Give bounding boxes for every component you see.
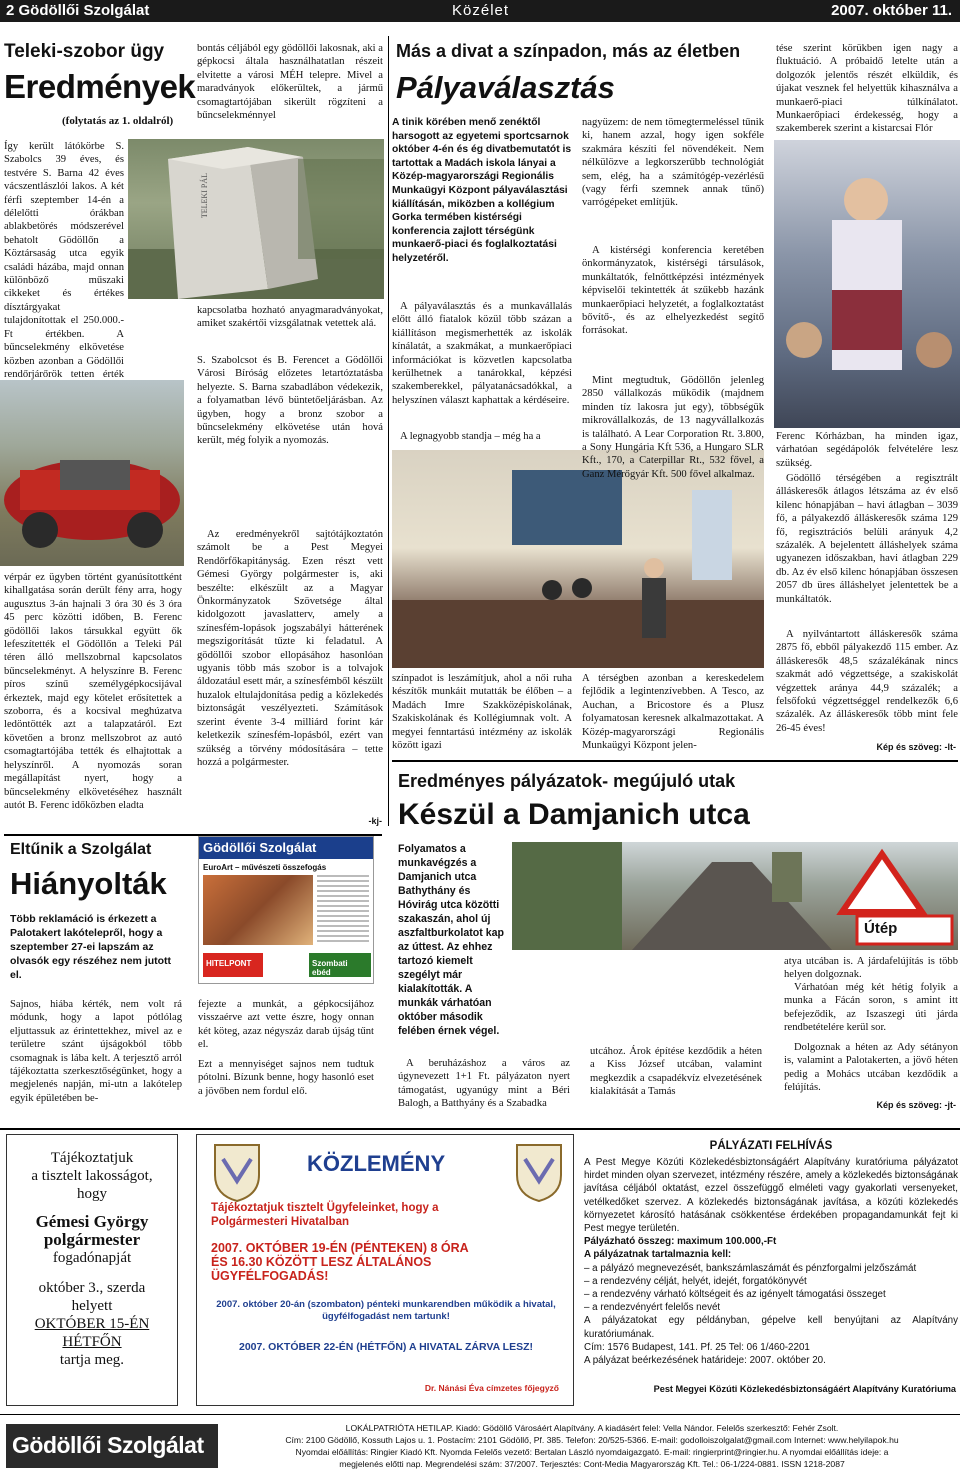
article-kicker: Teleki-szobor ügy: [4, 41, 165, 62]
announcement-line: 2007. OKTÓBER 22-ÉN (HÉTFŐN) A HIVATAL ZÁRVA LESZ!: [238, 1341, 534, 1353]
wrecked-car-photo: [0, 380, 184, 566]
article-paragraph: A nyilvántartott álláskeresők száma 2875 fő, ebből pályakezdő 115 ember. Az álláskeresők 48,5 százalékának nincs szakmát adó végzettsége, a szakiskolát végzettek aránya 44,9 százalék; a felsőfokú végzettséggel rendelkezők 6,6 százalék. Az álláskeresők több mint fele 26-45 éves!: [776, 629, 958, 734]
newspaper-thumbnail: [198, 836, 374, 984]
section-divider: [392, 760, 958, 762]
notice-line: OKTÓBER 15-ÉN: [34, 1316, 150, 1332]
tender-paragraph: A Pest Megye Közúti Közlekedésbiztonságáért Alapítvány kuratóriuma pályázatot hirdet minden olyan szervezet, intézmény részére, amely a közlekedés biztonságának javítása céljából oktatást, ezzel összefüggő elméleti vagy gyakorlati versenyeket, vetélkedőket szervez. A közlekedés biztonságának javítása, a közúti közlekedés környezetet károsító hatásának csökkentése érdekében propagandamunkát fejt ki Pest megye területén.: [584, 1157, 958, 1235]
notice-line: Tájékoztatjuk: [50, 1150, 134, 1166]
article-paragraph: A pályaválasztás és a munkavállalás előtt álló fiatalok közül több százan a kiállításon megismerhették az iskolák kínálatát, a szakmákat, a munkaerőpiaci információkat is közvetlen kapcsolatba kerülhetnek a tanárokkal, képzési szakemberekkel, pályatanácsadókkal, a helyszínen választ kaphattak a kérdéseire.: [392, 301, 572, 406]
article-paragraph: fejezte a munkát, a gépkocsijához visszaérve azt vette észre, hogy onnan két köteg, azaz négyszáz darab újság tűnt el.: [198, 999, 374, 1051]
imprint-line: Nyomdai előállítás: Ringier Kiadó Kft. Nyomda Felelős vezető: Bertalan László nyomdaigazgató. E-mail: ringierprint@ringier.hu. A nyomdai előállítás ideje: a: [295, 1447, 889, 1457]
article-paragraph: A beruházáshoz a város az úgynevezett 1+1 Ft. pályázaton nyert támogatást, ugyanúgy mint a Béri Balogh, a Batthyány és a Szabadka: [398, 1058, 570, 1110]
article-paragraph: A térségben azonban a kereskedelem fejlődik a legintenzívebben. A Tesco, az Auchan, a Bricostore és a Plusz folyamatosan keresnek alkalmazottakat. A Közép-magyarországi Regionális Munkaügyi Központ jelen-: [582, 673, 764, 752]
section-divider: [0, 1128, 960, 1130]
article-title: Hiányolták: [10, 866, 167, 901]
notice-line: helyett: [71, 1298, 113, 1314]
page-header: [0, 0, 960, 22]
article-paragraph: tése szerint körükben igen nagy a fluktuáció. A próbaidő letelte után a dolgozók jelentős részét elküldik, és újakat vesznek fel helyettük kihasználva a munkaerő-piaci túlkínálatot. Munkaerőpiaci érdekesség, hogy a szakemberek szerint a kistarcsai Flór: [776, 43, 958, 135]
notice-line: október 3., szerda: [38, 1280, 146, 1296]
footer-divider: [0, 1414, 960, 1415]
article-paragraph: S. Szabolcsot és B. Ferencet a Gödöllői Városi Bíróság előzetes letartóztatásba helyezte. S. Barna szabadlábon védekezik, a folyamatban lévő büntetőeljárásban. Az ügyben, hogy a bronz szobor a bűncselekmény elkövetése után hová került, még folyik a nyomozás.: [197, 355, 383, 447]
notice-mayor-name: Gémesi György: [35, 1212, 149, 1231]
author-signature: Kép és szöveg: -lt-: [876, 742, 956, 752]
city-crest-icon: [513, 1141, 565, 1203]
conference-photo: [392, 450, 764, 668]
masthead-logo: [6, 1424, 218, 1468]
masthead-logo-text: Gödöllői Szolgálat: [12, 1432, 204, 1458]
fashion-show-photo: [774, 140, 960, 428]
notice-line: a tisztelt lakosságot,: [31, 1168, 153, 1184]
thumbnail-photo: [203, 875, 313, 945]
article-title: Pályaválasztás: [396, 70, 615, 105]
tender-amount: Pályázható összeg: maximum 100.000,-Ft: [584, 1236, 777, 1248]
pedestal-inscription: TELEKI PÁL: [200, 173, 209, 219]
article-kicker: Más a divat a színpadon, más az életben: [396, 41, 741, 61]
article-paragraph: Sajnos, hiába kérték, nem volt rá módunk, hogy a lapot pótlólag eljuttassuk az érintettekhez, mivel az e területre szánt újságokból több csomagnak is lába kelt. A terjesztő arról tájékoztatta szerkesztőségünket, hogy a megjelenés napján, mi-utn a lakótelep egyik épületében be-: [10, 999, 182, 1104]
tender-deadline: A pályázat beérkezésének határideje: 2007. október 20.: [584, 1355, 826, 1367]
article-paragraph: atya utcában is. A járdafelújítás is több helyen dolgoznak.: [784, 956, 958, 981]
imprint-line: Cím: 2100 Gödöllő, Kossuth Lajos u. 1. Postacím: 2101 Gödöllő, Pf. 385. Telefon: 20/525-5366. E-mail: godolloiszolgalat@gmail.com Internet: www.helyilapok.hu: [285, 1435, 899, 1445]
tender-paragraph: A pályázatokat egy példányban, gépelve kell benyújtani az Alapítvány kuratóriumának.: [584, 1315, 958, 1340]
tender-title: PÁLYÁZATI FELHÍVÁS: [709, 1140, 833, 1152]
article-paragraph: utcához. Árok építése kezdődik a héten a Kiss József utcában, valamint megkezdik a csapadékvíz elvezetésének kialakítását a Tamás: [590, 1046, 762, 1098]
article-paragraph: kapcsolatba hozható anyagmaradványokat, amiket szakértői vizsgálatnak vetettek alá.: [197, 305, 383, 330]
article-paragraph: [4, 300, 182, 370]
article-paragraph: Ferenc Kórházban, ha minden igaz, várhatóan segédápolók felvételére lesz szükség.: [776, 431, 958, 469]
imprint-line: LOKÁLPATRIÓTA HETILAP. Kiadó: Gödöllő Városáért Alapítvány. A kiadásért felel: Vella Nándor. Felelős szerkesztő: Fehér Zsolt.: [345, 1423, 839, 1433]
article-paragraph: Gödöllő térségében a regisztrált álláskeresők átlagos létszáma az év első kilenc hónapjában – havi átlagban – 3039 fő, a pályakezdő álláskeresők száma 129 fő, regisztrációs belüli arányuk 4,2 százalék. A bejelentett álláshelyek száma ugyanezen időszakban, havi átlagban 229 db. Az év első kilenc hónapjában összesen 2057 db üres álláshelyet jelentettek be a munkáltatók.: [776, 473, 958, 605]
article-paragraph: bontás céljából egy gödöllői lakosnak, aki a gépkocsi általa használhatatlan részeit elvitette a városi MÉH telepre. Mivel a maradványok előkerültek, a jármű csomagtartójában sikerült rögzíteni a bűncselekménnyel: [197, 43, 383, 122]
announcement-title: KÖZLEMÉNY: [307, 1151, 446, 1176]
mayor-notice-box: [6, 1134, 178, 1406]
article-paragraph: színpadot is leszámítjuk, ahol a női ruha készítők munkáit mutatták be élőben – a Madách Imre Szakközépiskolának, Szakiskolának és Kollégiumnak volt. A megyei fenntartású intézmény az iskolák között igazi: [392, 673, 572, 752]
notice-line: fogadónapját: [52, 1250, 132, 1266]
article-lead: Több reklamáció is érkezett a Palotakert lakótelepről, hogy a szeptember 27-ei lapszám az olvasók egy részéhez nem jutott el.: [10, 913, 172, 981]
tender-item: – a rendezvényért felelős nevét: [584, 1302, 721, 1314]
notice-line: hogy: [77, 1186, 107, 1202]
tender-body: [584, 1156, 958, 1367]
section-name: Közélet: [452, 2, 510, 19]
author-signature: -kj-: [368, 816, 382, 826]
announcement-line: 2007. október 20-án (szombaton) pénteki munkarendben működik a hivatal, ügyfélfogadást nem tartunk!: [216, 1299, 556, 1322]
thumbnail-masthead: Gödöllői Szolgálat: [199, 837, 373, 859]
car-illustration: [0, 380, 184, 566]
announcement-box: [196, 1134, 574, 1406]
notice-line: tartja meg.: [59, 1352, 125, 1368]
pedestal-illustration: [128, 139, 384, 299]
imprint: [228, 1422, 956, 1470]
article-paragraph: Az eredményekről sajtótájkoztatón számolt be a Pest Megyei Rendőrfőkapitányság. Ezen részt vett Gémesi György polgármester is, aki beszélte: elkészült az a Magyar Önkormányzatok Szövetsége által kidolgozott javaslatterv, amely a színesfém-lopások jogszabályi hátterének megszigorítását tűzte ki feladatul. A gödöllői szobor ellopásához hasonlóan ugyanis több más szobor is a tolvajok áldozatául esett már, a színesfémből készült huzalok eltulajdonítása pedig a közlekedés biztonságát veszélyezteti. Számítások szerint évente 3-4 milliárd forint kár keletkezik színesfém-lopásból, ezért van szükség a törvény módosítására – tette hozzá a polgármester.: [197, 529, 383, 768]
conference-illustration: [392, 450, 764, 668]
article-paragraph: nagyüzem: de nem tömegtermeléssel tűnik ki, hanem azzal, hogy igen sokféle szakmára készíti fel növendékeit. Nem nélkülözve a legkorszerűbb technológiát sem, elég, ha a számítógép-vezérlésű (vagy férfi szemnek annak tűnő) varrógépeket említjük.: [582, 117, 764, 209]
tender-item: – a rendezvény célját, helyét, idejét, forgatókönyvét: [584, 1275, 807, 1287]
article-paragraph: A legnagyobb standja – még ha a: [400, 431, 541, 442]
announcement-line: Tájékoztatjuk tisztelt Ügyfeleinket, hogy a Polgármesteri Hivatalban: [211, 1202, 439, 1228]
article-paragraph: Dolgoznak a héten az Ady sétányon is, valamint a Palotakerten, a jövő héten pedig a Mohács utcában kezdődik a felújítás.: [784, 1042, 958, 1094]
article-paragraph: A kistérségi konferencia keretében önkormányzatok, kistérségi társulások, munkáltatók, felnőttképzési intézmények képviselői tekintették át szűkebb hazánk munkaerőpiaci helyzetét, a foglalkoztatást bővítő-, és az elhelyezkedést segítő forrásokat.: [582, 245, 764, 337]
announcement-signature: Dr. Nánási Éva címzetes főjegyző: [424, 1383, 559, 1393]
thumbnail-headline: EuroArt – művészeti összefogás: [203, 863, 327, 872]
tender-requirements-heading: A pályázatnak tartalmaznia kell:: [584, 1249, 732, 1261]
thumbnail-ad: Szombati ebéd: [309, 953, 371, 977]
article-paragraph: Várhatóan még két hétig folyik a munka a Fácán soron, s amint itt befejeződik, az Iszaszegi úti járda rendbetételére kerül sor.: [784, 982, 958, 1034]
column-divider: [388, 36, 389, 826]
article-paragraph: Így került látókörbe S. Szabolcs 39 éves, és testvére S. Barna 42 éves vácszentlászlói lakos. A két férfi szeptember 14-én a délelőtti órákban ablakbetörés módszerével behatolt Gödöllőn a Köztársaság utca egyik családi házába, majd onnan különböző műszaki cikkeket és értékes dísztárgyakat tulajdonítottak el 250.000.-Ft értékben. A bűncselekmény elkövetése közben azonban a Gödöllői rendőrjárőrök tetten érték: [4, 141, 124, 380]
tender-item: – a pályázó megnevezését, bankszámlaszámát és pénzforgalmi jelzőszámát: [584, 1262, 917, 1274]
road-sign-text: Útép: [864, 920, 898, 937]
issue-date: 2007. október 11.: [831, 2, 952, 19]
article-kicker: Eredményes pályázatok- megújuló utak: [398, 771, 736, 791]
page-number-title: 2 Gödöllői Szolgálat: [6, 2, 150, 19]
article-paragraph: Ezt a mennyiséget sajnos nem tudtuk pótolni. Bízunk benne, hogy hasonló eset a jövőben nem fordul elő.: [198, 1059, 374, 1097]
article-kicker: Eltűnik a Szolgálat: [10, 841, 152, 858]
article-lead: Folyamatos a munkavégzés a Damjanich utca Bathythány és Hóvirág utca közötti szakaszán, ahol új aszfaltburkolatot kap az úttest. Az ehhez tartozó kiemelt szegélyt már kialakították. A munkák várhatóan október második felében érnek végel.: [398, 843, 504, 1037]
fashion-illustration: [774, 140, 960, 428]
thumbnail-column: [317, 875, 369, 945]
announcement-line: 2007. OKTÓBER 19-ÉN (PÉNTEKEN) 8 ÓRA ÉS 16.30 KÖZÖTT LESZ ÁLTALÁNOS ÜGYFÉLFOGADÁS!: [211, 1241, 469, 1283]
article-paragraph: vérpár ez ügyben történt gyanúsítottként kihallgatása során derült fény arra, hogy augusztus 3-án hajnali 3 óra 30 és 3 óra 45 perc közötti időben, B. Ferenc gödöllői lakos társukkal együtt ők lefeszítették el Gödöllőn a Teleki Pál téren álló mellszobrnal kapcsolatos bűncselekményt. A helyszínre B. Ferenc píros színű személygépkocsijával érkeztek, majd egy kötelet erősítettek a szoborra, és a kocsival meghúzatva ledöntötték azt a talapzatáról. Ezt követően a bronz mellszobrot az autó csomagtartójába tették és elhajtottak a helyszínről. A nyomozás soran megállapítást nyert, hogy a bűncselekmény elkövetéséhez használt autót B. Ferenc időközben eladta: [4, 572, 182, 811]
author-signature: Kép és szöveg: -jt-: [876, 1100, 956, 1110]
article-paragraph: Mint megtudtuk, Gödöllőn jelenleg 2850 vállalkozás működik (majdnem minden tíz lakosra jut egy), többségük mikrovállalkozás, de 13 nagyvállalkozás is található. A Lear Corporation Rt. 3.800, a Sony Hungária Kft 536, a Hungaro SLR Kft., 170, a Caterpillar Rt., 532 fővel, a Ganz Mérőgyár Kft. 500 fővel alkalmaz.: [582, 375, 764, 480]
tender-address: Cím: 1576 Budapest, 141. Pf. 25 Tel: 06 1/460-2201: [584, 1341, 810, 1353]
notice-line: polgármester: [43, 1230, 141, 1249]
imprint-line: megjelenés előtti nap. Megrendelési szám: 37/2007. Terjesztés: Cont-Media Magyarország Kft. Tel.: 06-1/224-0881. ISSN 1218-2087: [339, 1459, 845, 1469]
thumbnail-ad: HITELPONT: [203, 953, 263, 977]
road-construction-photo: [512, 842, 958, 950]
city-crest-icon: [211, 1141, 263, 1203]
article-title: Eredmények: [4, 68, 196, 105]
notice-line: HÉTFŐN: [62, 1334, 122, 1350]
continuation-note: (folytatás az 1. oldalról): [62, 115, 174, 127]
article-title: Készül a Damjanich utca: [398, 798, 750, 831]
article-lead: A tinik körében menő zenéktől harsogott az egyetemi sportcsarnok október 4-én és ég divatbemutatót is tartottak a Madách iskola lányai a Közép-magyarországi Regionális Munkaügyi Központ pályaválasztási kiállításán, miközben a kollégium Gorka termében kistérségi konferencia zajlott térségünk munkaerő-piaci és foglalkoztatási helyzetéről.: [392, 117, 572, 264]
statue-pedestal-photo: [128, 139, 384, 299]
tender-signature: Pest Megyei Közúti Közlekedésbiztonságáért Alapítvány Kuratóriuma: [653, 1384, 956, 1394]
tender-item: – a rendezvény várható költségeit és az igényelt támogatási összeget: [584, 1289, 886, 1301]
